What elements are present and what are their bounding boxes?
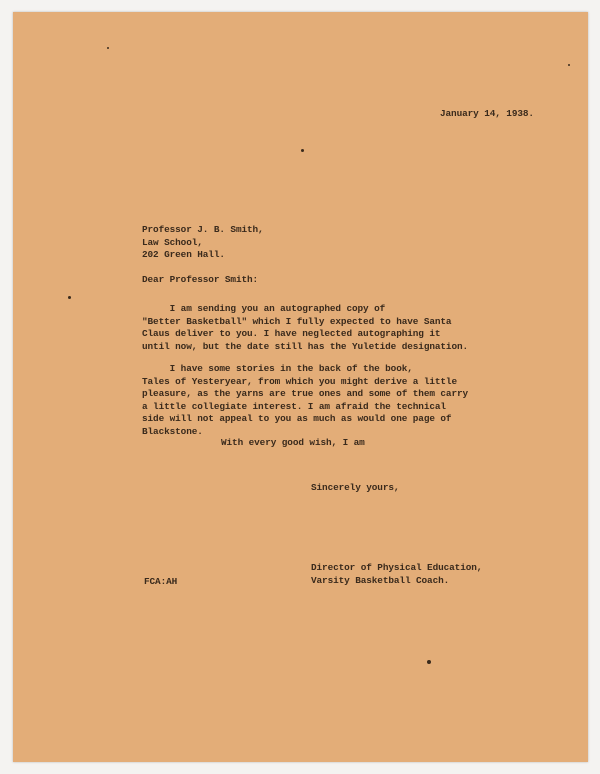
paragraph-line: side will not appeal to you as much as would one page of: [142, 413, 452, 425]
paragraph-line: I am sending you an autographed copy of: [142, 303, 386, 314]
recipient-address: [142, 224, 264, 262]
body-paragraph-2: [142, 363, 468, 439]
paper-speck: [107, 47, 109, 49]
signature-line: Director of Physical Education,: [311, 562, 483, 573]
signature-block: [311, 562, 482, 587]
complimentary-close: Sincerely yours,: [311, 482, 400, 493]
paragraph-line: pleasure, as the yarns are true ones and some of them carry: [142, 388, 469, 400]
letter-date: January 14, 1938.: [440, 108, 534, 119]
paper-speck: [568, 64, 570, 66]
paragraph-line: Blackstone.: [142, 425, 203, 437]
paragraph-line: until now, but the date still has the Yuletide designation.: [142, 340, 469, 352]
paper-speck: [427, 660, 431, 664]
body-paragraph-1: [142, 303, 468, 353]
address-line: 202 Green Hall.: [142, 249, 225, 261]
letter-page: [13, 12, 588, 762]
signature-line: Varsity Basketball Coach.: [311, 574, 450, 586]
paragraph-line: Tales of Yesteryear, from which you might derive a little: [142, 375, 457, 387]
paragraph-line: I have some stories in the back of the book,: [142, 363, 413, 374]
closing-wish: With every good wish, I am: [221, 437, 365, 448]
address-line: Professor J. B. Smith,: [142, 224, 264, 235]
address-line: Law School,: [142, 236, 203, 248]
reference-initials: FCA:AH: [144, 576, 178, 587]
paragraph-line: "Better Basketball" which I fully expected to have Santa: [142, 315, 452, 327]
paper-speck: [301, 149, 304, 152]
paragraph-line: a little collegiate interest. I am afraid the technical: [142, 400, 446, 412]
salutation: Dear Professor Smith:: [142, 274, 259, 285]
paper-speck: [68, 296, 71, 299]
paragraph-line: Claus deliver to you. I have neglected autographing it: [142, 328, 441, 340]
